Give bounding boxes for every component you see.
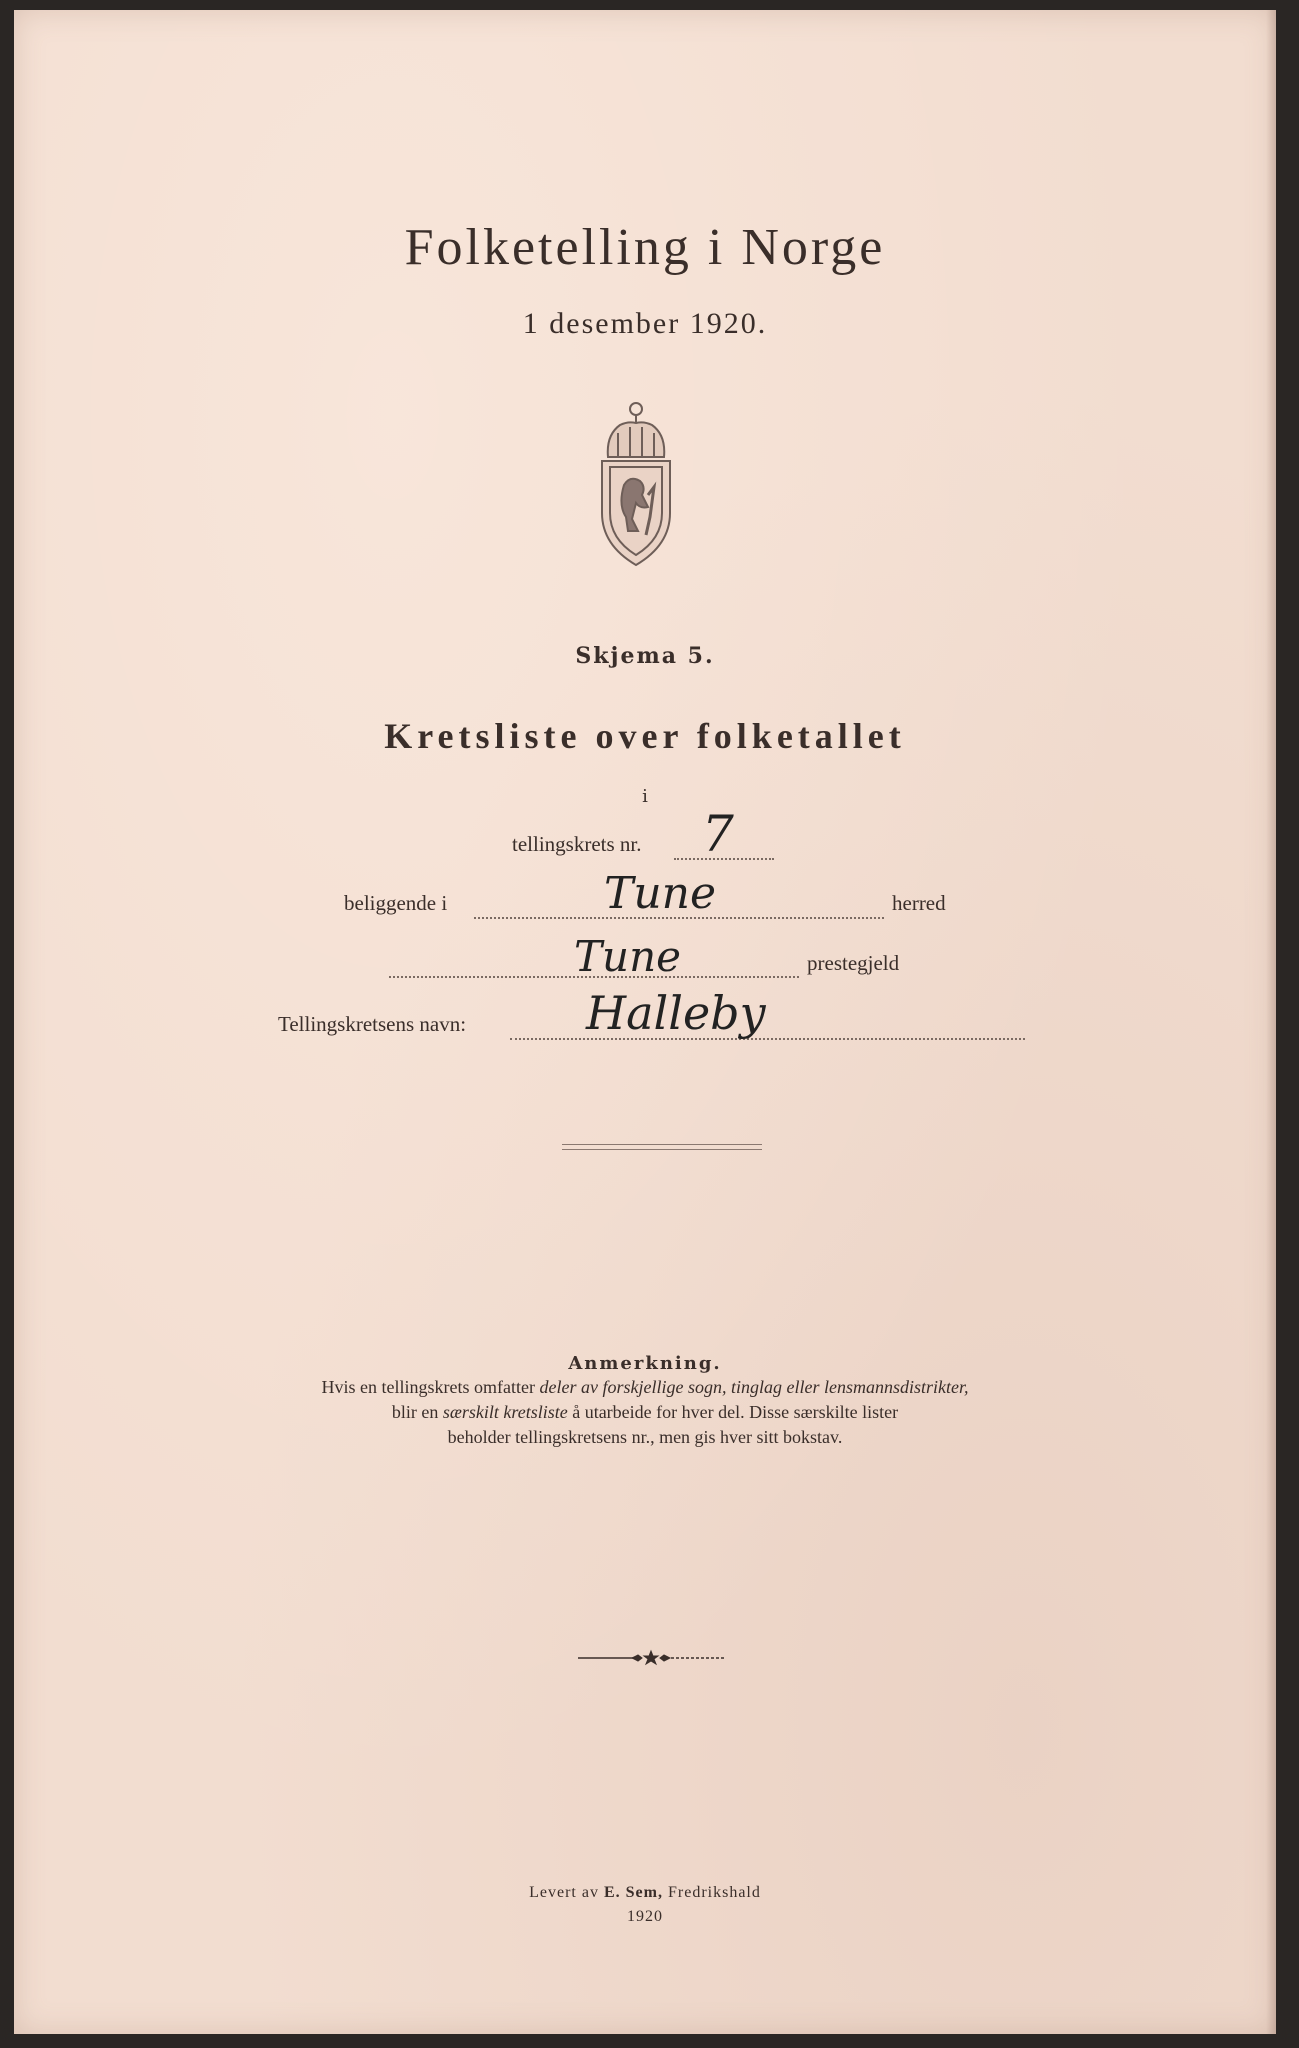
parish-label: prestegjeld: [807, 951, 900, 975]
norwegian-coat-of-arms-icon: [588, 395, 684, 571]
page-title: Folketelling i Norge: [404, 219, 886, 276]
note-line-1-text: Hvis en tellingskrets omfatter: [321, 1377, 540, 1397]
star-ornament-icon: [576, 1648, 726, 1668]
district-number-label: tellingskrets nr.: [512, 832, 642, 856]
connector-word: i: [642, 786, 648, 807]
parish-value: Tune: [574, 932, 681, 981]
census-date: 1 desember 1920.: [522, 307, 768, 340]
note-heading: Anmerkning.: [568, 1353, 722, 1374]
note-line-3: beholder tellingskretsens nr., men gis hver sitt bokstav.: [447, 1427, 843, 1447]
printer-credit: [14, 1884, 1276, 1902]
note-line-2-italic: særskilt kretsliste: [442, 1402, 568, 1422]
district-number-value: 7: [702, 805, 734, 863]
printer-prefix: Levert av: [529, 1884, 604, 1901]
census-form-page: [14, 10, 1276, 2034]
district-name-label: Tellingskretsens navn:: [278, 1012, 467, 1036]
divider-rule: [562, 1144, 762, 1150]
schema-label: Skjema 5.: [575, 643, 715, 669]
herred-label: herred: [892, 891, 946, 915]
note-line-2-text-a: blir en: [391, 1402, 443, 1422]
note-line-1: [14, 1377, 1276, 1398]
printer-year: 1920: [627, 1908, 663, 1925]
located-in-value: Tune: [604, 868, 717, 919]
printer-city: Fredrikshald: [662, 1884, 761, 1901]
located-in-label: beliggende i: [344, 891, 448, 915]
form-subtitle: Kretsliste over folketallet: [384, 716, 906, 756]
printer-name: E. Sem,: [603, 1884, 663, 1901]
note-line-2-text-c: å utarbeide for hver del. Disse særskilte lister: [567, 1402, 899, 1422]
note-line-1-italic: deler av forskjellige sogn, tinglag eller lensmannsdistrikter,: [539, 1377, 969, 1397]
note-line-2: [14, 1402, 1276, 1423]
district-name-value: Halleby: [586, 986, 766, 1040]
